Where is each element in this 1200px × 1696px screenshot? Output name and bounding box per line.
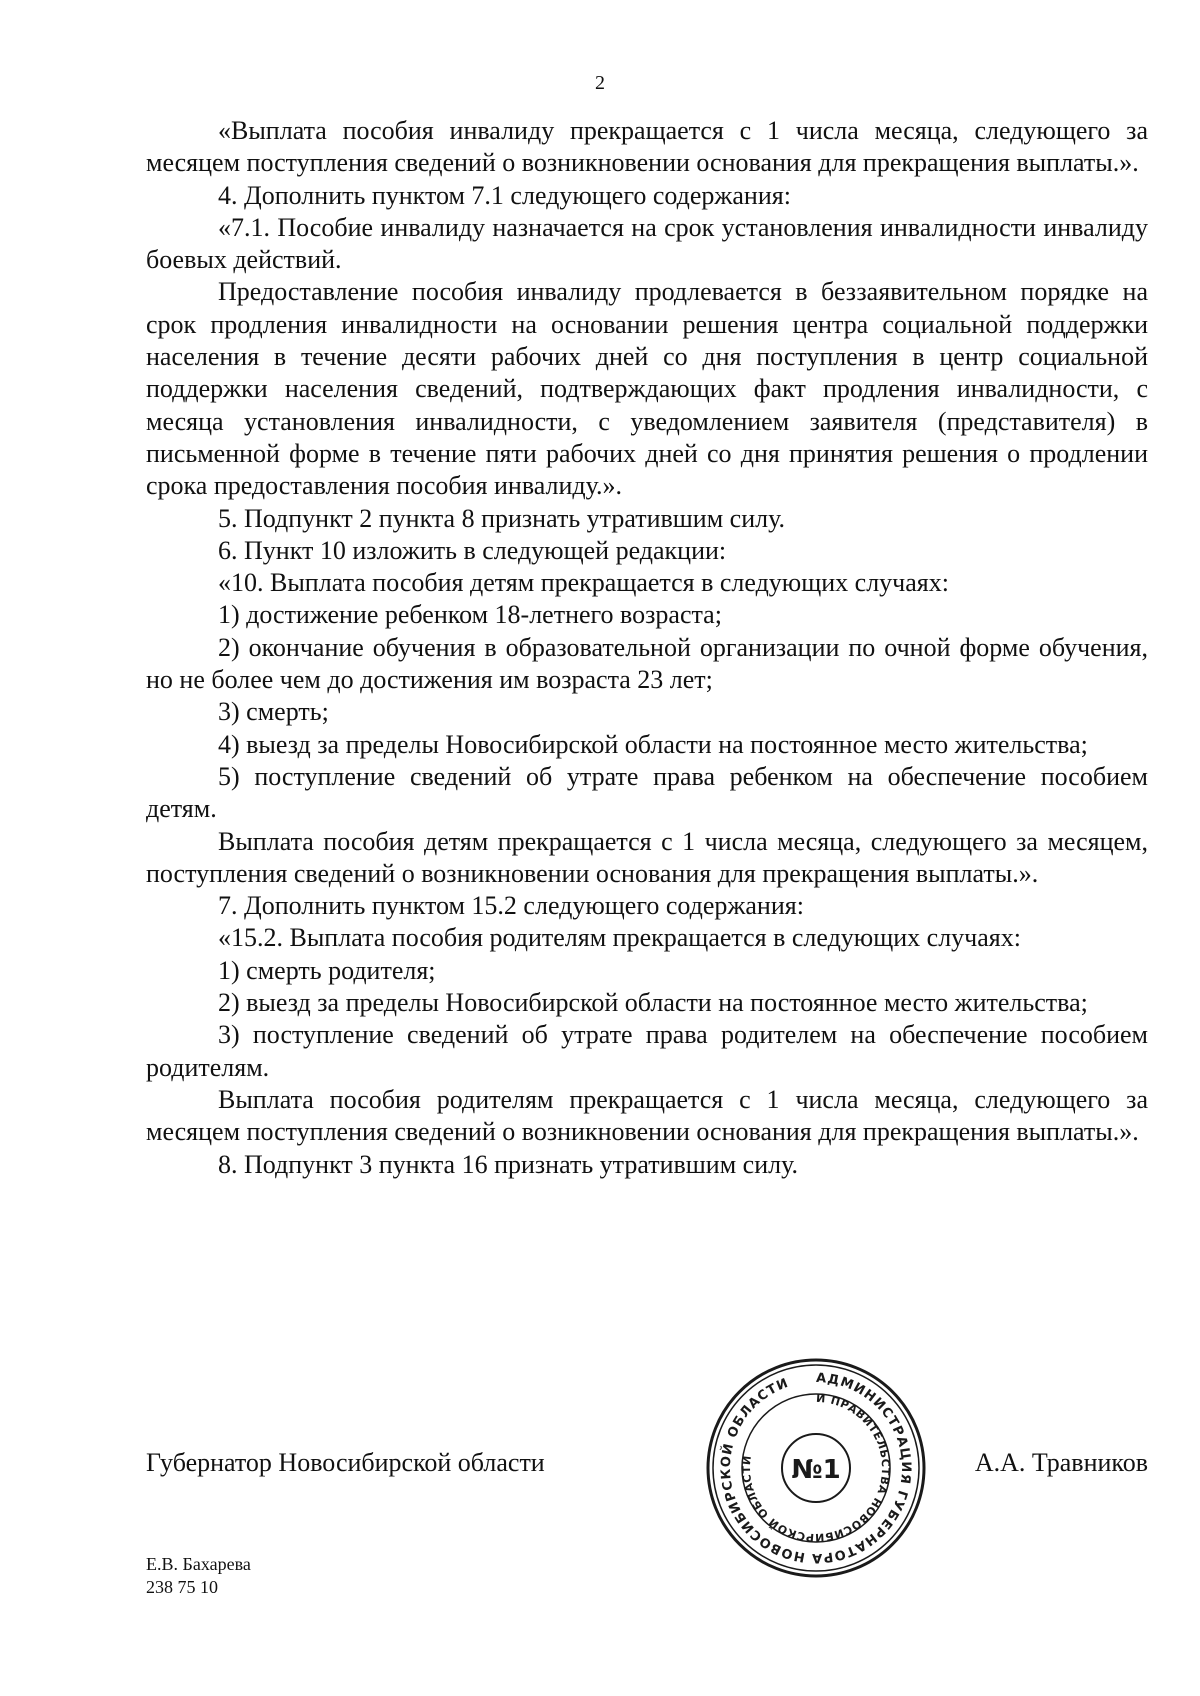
- executor-block: [146, 1553, 251, 1599]
- signature-block: [146, 1447, 1148, 1487]
- signatory-title: Губернатор Новосибирской области: [146, 1448, 545, 1477]
- paragraph: «Выплата пособия инвалиду прекращается с 1 числа месяца, следующего за месяцем поступления сведений о возникновении основания для прекращения выплаты.».: [146, 116, 1148, 178]
- paragraph: 1) смерть родителя;: [218, 955, 436, 985]
- paragraph: 3) поступление сведений об утрате права родителем на обеспечение пособием родителям.: [146, 1020, 1148, 1082]
- paragraph: 5. Подпункт 2 пункта 8 признать утратившим силу.: [218, 503, 785, 533]
- paragraph: Предоставление пособия инвалиду продлевается в беззаявительном порядке на срок продления инвалидности на основании решения центра социальной поддержки населения в течение десяти рабочих дней со дня поступления в центр социальной поддержки населения сведений, подтверждающих факт продления инвалидности, с месяца установления инвалидности, с уведомлением заявителя (представителя) в письменной форме в течение пяти рабочих дней со дня принятия решения о продлении срока предоставления пособия инвалиду.».: [146, 277, 1148, 501]
- document-body: [146, 115, 1148, 1181]
- paragraph: 1) достижение ребенком 18-летнего возраста;: [218, 600, 722, 630]
- paragraph: 5) поступление сведений об утрате права ребенком на обеспечение пособием детям.: [146, 761, 1148, 824]
- seal-number: №1: [791, 1455, 841, 1485]
- paragraph: 2) окончание обучения в образовательной организации по очной форме обучения, но не более чем до достижения им возраста 23 лет;: [146, 632, 1148, 695]
- executor-name: Е.В. Бахарева: [146, 1554, 251, 1574]
- paragraph: 4. Дополнить пунктом 7.1 следующего содержания:: [218, 180, 791, 210]
- official-seal: [702, 1354, 930, 1582]
- paragraph: 7. Дополнить пунктом 15.2 следующего содержания:: [218, 891, 804, 921]
- paragraph: 8. Подпункт 3 пункта 16 признать утратившим силу.: [218, 1149, 798, 1179]
- paragraph: Выплата пособия детям прекращается с 1 числа месяца, следующего за месяцем, поступления сведений о возникновении основания для прекращения выплаты.».: [146, 826, 1148, 888]
- seal-outer-text: АДМИНИСТРАЦИЯ ГУБЕРНАТОРА НОВОСИБИРСКОЙ ОБЛАСТИ: [718, 1370, 914, 1566]
- paragraph: 6. Пункт 10 изложить в следующей редакции:: [218, 535, 727, 565]
- paragraph: 2) выезд за пределы Новосибирской области на постоянное место жительства;: [218, 988, 1088, 1018]
- seal-inner-text: И ПРАВИТЕЛЬСТВА НОВОСИБИРСКОЙ ОБЛАСТИ: [739, 1391, 893, 1545]
- paragraph: «15.2. Выплата пособия родителям прекращается в следующих случаях:: [218, 923, 1021, 953]
- paragraph: «7.1. Пособие инвалиду назначается на срок установления инвалидности инвалиду боевых действий.: [146, 212, 1148, 275]
- paragraph: 4) выезд за пределы Новосибирской области на постоянное место жительства;: [218, 729, 1088, 759]
- paragraph: Выплата пособия родителям прекращается с 1 числа месяца, следующего за месяцем поступления сведений о возникновении основания для прекращения выплаты.».: [146, 1084, 1148, 1147]
- paragraph: «10. Выплата пособия детям прекращается в следующих случаях:: [218, 568, 949, 598]
- executor-phone: 238 75 10: [146, 1577, 218, 1597]
- page-number: 2: [595, 72, 605, 94]
- signatory-name: А.А. Травников: [974, 1448, 1148, 1477]
- paragraph: 3) смерть;: [218, 697, 329, 727]
